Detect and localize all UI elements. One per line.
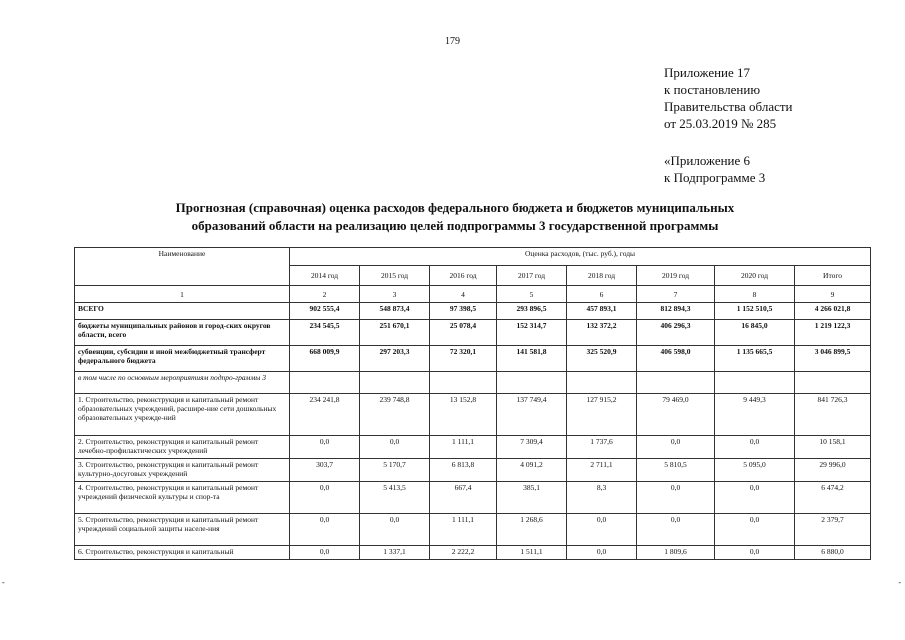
cell-value: 0,0	[290, 546, 360, 560]
expenditure-table	[74, 247, 871, 560]
cell-value: 13 152,8	[430, 394, 497, 436]
empty-cell	[637, 372, 715, 394]
cell-value: 0,0	[715, 482, 795, 514]
cell-value: 141 581,8	[497, 346, 567, 372]
year-header: 2016 год	[430, 266, 497, 286]
row-name: 2. Строительство, реконструкция и капитальный ремонт лечебно-профилактических учреждений	[75, 436, 290, 459]
cell-value: 1 152 510,5	[715, 303, 795, 320]
cell-value: 0,0	[290, 514, 360, 546]
year-header: 2017 год	[497, 266, 567, 286]
cell-value: 385,1	[497, 482, 567, 514]
empty-cell	[715, 372, 795, 394]
cell-value: 5 413,5	[360, 482, 430, 514]
appendix-line: к Подпрограмме 3	[664, 170, 766, 185]
cell-value: 25 078,4	[430, 320, 497, 346]
cell-value: 1 337,1	[360, 546, 430, 560]
cell-value: 0,0	[567, 546, 637, 560]
cell-value: 1 809,6	[637, 546, 715, 560]
cell-value: 1 737,6	[567, 436, 637, 459]
column-index: 9	[795, 286, 871, 303]
cell-value: 6 813,8	[430, 459, 497, 482]
cell-value: 9 449,3	[715, 394, 795, 436]
cell-value: 4 091,2	[497, 459, 567, 482]
year-header: 2015 год	[360, 266, 430, 286]
column-index: 6	[567, 286, 637, 303]
cell-value: 1 511,1	[497, 546, 567, 560]
empty-cell	[795, 372, 871, 394]
cell-value: 10 158,1	[795, 436, 871, 459]
table-row	[75, 372, 871, 394]
empty-cell	[497, 372, 567, 394]
inner-appendix-reference	[664, 152, 765, 186]
cell-value: 152 314,7	[497, 320, 567, 346]
total-header: Итого	[795, 266, 871, 286]
year-header: 2019 год	[637, 266, 715, 286]
cell-value: 5 170,7	[360, 459, 430, 482]
table-row	[75, 346, 871, 372]
document-title	[60, 199, 850, 235]
scan-mark-left: -	[2, 578, 5, 587]
cell-value: 29 996,0	[795, 459, 871, 482]
cell-value: 72 320,1	[430, 346, 497, 372]
cell-value: 812 894,3	[637, 303, 715, 320]
cell-value: 7 309,4	[497, 436, 567, 459]
cell-value: 0,0	[637, 514, 715, 546]
cell-value: 6 880,0	[795, 546, 871, 560]
cell-value: 667,4	[430, 482, 497, 514]
appendix-reference	[664, 64, 793, 132]
cell-value: 406 296,3	[637, 320, 715, 346]
cell-value: 0,0	[290, 436, 360, 459]
column-index: 3	[360, 286, 430, 303]
cell-value: 2 379,7	[795, 514, 871, 546]
cell-value: 79 469,0	[637, 394, 715, 436]
table-row	[75, 482, 871, 514]
table-row	[75, 303, 871, 320]
cell-value: 251 670,1	[360, 320, 430, 346]
table-row	[75, 320, 871, 346]
appendix-line: Приложение 17	[664, 65, 751, 80]
cell-value: 234 241,8	[290, 394, 360, 436]
row-name: в том числе по основным мероприятиям подпро-граммы 3	[75, 372, 290, 394]
cell-value: 0,0	[637, 482, 715, 514]
appendix-line: «Приложение 6	[664, 153, 751, 168]
cell-value: 0,0	[360, 436, 430, 459]
empty-cell	[567, 372, 637, 394]
cell-value: 1 135 665,5	[715, 346, 795, 372]
cell-value: 1 111,1	[430, 436, 497, 459]
cell-value: 137 749,4	[497, 394, 567, 436]
table-row	[75, 394, 871, 436]
cell-value: 16 845,0	[715, 320, 795, 346]
row-name: 3. Строительство, реконструкция и капитальный ремонт культурно-досуговых учреждений	[75, 459, 290, 482]
cell-value: 6 474,2	[795, 482, 871, 514]
cell-value: 293 896,5	[497, 303, 567, 320]
cell-value: 239 748,8	[360, 394, 430, 436]
cell-value: 4 266 021,8	[795, 303, 871, 320]
year-header: 2020 год	[715, 266, 795, 286]
table-row	[75, 436, 871, 459]
table-row	[75, 459, 871, 482]
empty-cell	[290, 372, 360, 394]
title-line: Прогнозная (справочная) оценка расходов федерального бюджета и бюджетов муниципальных	[175, 200, 735, 215]
cell-value: 548 873,4	[360, 303, 430, 320]
page-number: 179	[445, 36, 460, 47]
title-line: образований области на реализацию целей подпрограммы 3 государственной программы	[191, 218, 719, 233]
column-index: 1	[75, 286, 290, 303]
row-name: субвенции, субсидии и иной межбюджетный трансферт федерального бюджета	[75, 346, 290, 372]
column-index: 7	[637, 286, 715, 303]
cell-value: 5 810,5	[637, 459, 715, 482]
row-name: 4. Строительство, реконструкция и капитальный ремонт учреждений физической культуры и спор-та	[75, 482, 290, 514]
cell-value: 97 398,5	[430, 303, 497, 320]
cell-value: 668 009,9	[290, 346, 360, 372]
row-name: бюджеты муниципальных районов и город-ских округов области, всего	[75, 320, 290, 346]
cell-value: 1 111,1	[430, 514, 497, 546]
cell-value: 1 219 122,3	[795, 320, 871, 346]
appendix-line: к постановлению	[664, 82, 761, 97]
cell-value: 325 520,9	[567, 346, 637, 372]
cell-value: 8,3	[567, 482, 637, 514]
cell-value: 0,0	[715, 436, 795, 459]
cell-value: 841 726,3	[795, 394, 871, 436]
empty-cell	[360, 372, 430, 394]
cell-value: 0,0	[290, 482, 360, 514]
table-row	[75, 514, 871, 546]
appendix-line: от 25.03.2019 № 285	[664, 116, 777, 131]
empty-cell	[430, 372, 497, 394]
header-name-cell: Наименование	[75, 248, 290, 286]
column-index: 5	[497, 286, 567, 303]
cell-value: 127 915,2	[567, 394, 637, 436]
column-index: 4	[430, 286, 497, 303]
column-index: 8	[715, 286, 795, 303]
cell-value: 0,0	[715, 546, 795, 560]
cell-value: 0,0	[567, 514, 637, 546]
cell-value: 297 203,3	[360, 346, 430, 372]
table-row	[75, 546, 871, 560]
cell-value: 2 222,2	[430, 546, 497, 560]
year-header: 2014 год	[290, 266, 360, 286]
cell-value: 1 268,6	[497, 514, 567, 546]
row-name: 6. Строительство, реконструкция и капитальный	[75, 546, 290, 560]
cell-value: 406 598,0	[637, 346, 715, 372]
cell-value: 234 545,5	[290, 320, 360, 346]
column-index: 2	[290, 286, 360, 303]
cell-value: 902 555,4	[290, 303, 360, 320]
cell-value: 0,0	[637, 436, 715, 459]
cell-value: 132 372,2	[567, 320, 637, 346]
cell-value: 5 095,0	[715, 459, 795, 482]
row-name: ВСЕГО	[75, 303, 290, 320]
year-header: 2018 год	[567, 266, 637, 286]
cell-value: 0,0	[715, 514, 795, 546]
row-name: 5. Строительство, реконструкция и капитальный ремонт учреждений социальной защиты населе-ния	[75, 514, 290, 546]
cell-value: 457 893,1	[567, 303, 637, 320]
cell-value: 3 046 899,5	[795, 346, 871, 372]
cell-value: 303,7	[290, 459, 360, 482]
scan-mark-right: -	[898, 578, 901, 587]
cell-value: 0,0	[360, 514, 430, 546]
cell-value: 2 711,1	[567, 459, 637, 482]
header-estimate-cell: Оценка расходов, (тыс. руб.), годы	[290, 248, 871, 266]
row-name: 1. Строительство, реконструкция и капитальный ремонт образовательных учреждений, расшире-ние сети дошкольных образовательных учрежде-ний	[75, 394, 290, 436]
appendix-line: Правительства области	[664, 99, 793, 114]
